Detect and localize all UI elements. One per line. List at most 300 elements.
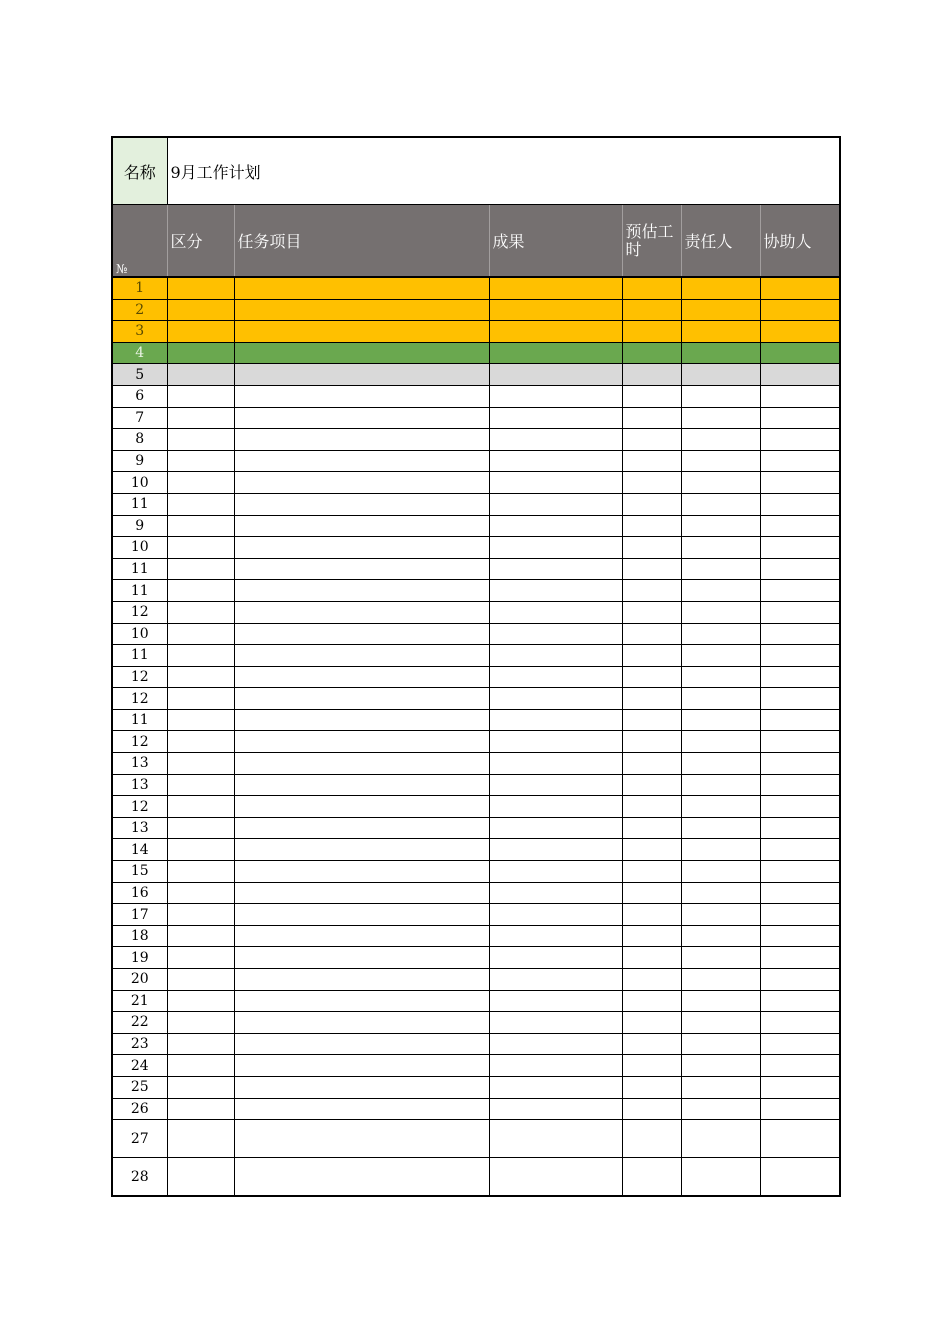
row-number: 5 <box>112 364 167 386</box>
task-cell[interactable] <box>234 429 489 451</box>
task-cell[interactable] <box>234 947 489 969</box>
table-row <box>112 472 840 494</box>
owner-cell[interactable] <box>681 385 760 407</box>
owner-cell[interactable] <box>681 580 760 602</box>
row-number: 15 <box>112 861 167 883</box>
task-cell[interactable] <box>234 861 489 883</box>
result-cell[interactable] <box>489 731 622 753</box>
category-cell[interactable] <box>167 1098 234 1120</box>
assistant-cell[interactable] <box>760 364 840 386</box>
table-row <box>112 753 840 775</box>
hours-cell[interactable] <box>622 861 681 883</box>
category-cell[interactable] <box>167 580 234 602</box>
hours-cell[interactable] <box>622 1055 681 1077</box>
owner-cell[interactable] <box>681 947 760 969</box>
assistant-cell[interactable] <box>760 493 840 515</box>
row-number: 27 <box>112 1120 167 1158</box>
row-number: 22 <box>112 1012 167 1034</box>
result-cell[interactable] <box>489 990 622 1012</box>
table-row <box>112 817 840 839</box>
hours-cell[interactable] <box>622 385 681 407</box>
hours-cell[interactable] <box>622 688 681 710</box>
task-cell[interactable] <box>234 1158 489 1197</box>
task-cell[interactable] <box>234 925 489 947</box>
owner-cell[interactable] <box>681 450 760 472</box>
hours-cell[interactable] <box>622 645 681 667</box>
result-cell[interactable] <box>489 817 622 839</box>
hours-cell[interactable] <box>622 450 681 472</box>
owner-cell[interactable] <box>681 731 760 753</box>
row-number: 8 <box>112 429 167 451</box>
assistant-cell[interactable] <box>760 753 840 775</box>
assistant-cell[interactable] <box>760 882 840 904</box>
task-cell[interactable] <box>234 753 489 775</box>
assistant-cell[interactable] <box>760 277 840 299</box>
assistant-cell[interactable] <box>760 796 840 818</box>
owner-cell[interactable] <box>681 1120 760 1158</box>
result-cell[interactable] <box>489 774 622 796</box>
task-cell[interactable] <box>234 839 489 861</box>
owner-cell[interactable] <box>681 1098 760 1120</box>
task-cell[interactable] <box>234 969 489 991</box>
result-cell[interactable] <box>489 753 622 775</box>
owner-cell[interactable] <box>681 277 760 299</box>
hours-cell[interactable] <box>622 904 681 926</box>
result-cell[interactable] <box>489 1158 622 1197</box>
category-cell[interactable] <box>167 558 234 580</box>
owner-cell[interactable] <box>681 1158 760 1197</box>
hours-cell[interactable] <box>622 882 681 904</box>
header-no: № <box>112 205 167 278</box>
assistant-cell[interactable] <box>760 1158 840 1197</box>
hours-cell[interactable] <box>622 342 681 364</box>
category-cell[interactable] <box>167 1033 234 1055</box>
result-cell[interactable] <box>489 537 622 559</box>
row-number: 19 <box>112 947 167 969</box>
result-cell[interactable] <box>489 1098 622 1120</box>
result-cell[interactable] <box>489 1120 622 1158</box>
hours-cell[interactable] <box>622 515 681 537</box>
hours-cell[interactable] <box>622 321 681 343</box>
hours-cell[interactable] <box>622 774 681 796</box>
owner-cell[interactable] <box>681 861 760 883</box>
task-cell[interactable] <box>234 882 489 904</box>
result-cell[interactable] <box>489 515 622 537</box>
hours-cell[interactable] <box>622 1098 681 1120</box>
task-cell[interactable] <box>234 342 489 364</box>
task-cell[interactable] <box>234 515 489 537</box>
assistant-cell[interactable] <box>760 645 840 667</box>
owner-cell[interactable] <box>681 493 760 515</box>
hours-cell[interactable] <box>622 969 681 991</box>
row-number: 7 <box>112 407 167 429</box>
owner-cell[interactable] <box>681 472 760 494</box>
hours-cell[interactable] <box>622 623 681 645</box>
assistant-cell[interactable] <box>760 1076 840 1098</box>
row-number: 12 <box>112 601 167 623</box>
hours-cell[interactable] <box>622 947 681 969</box>
category-cell[interactable] <box>167 688 234 710</box>
category-cell[interactable] <box>167 839 234 861</box>
assistant-cell[interactable] <box>760 580 840 602</box>
assistant-cell[interactable] <box>760 342 840 364</box>
task-cell[interactable] <box>234 623 489 645</box>
category-cell[interactable] <box>167 666 234 688</box>
owner-cell[interactable] <box>681 774 760 796</box>
hours-cell[interactable] <box>622 558 681 580</box>
result-cell[interactable] <box>489 558 622 580</box>
owner-cell[interactable] <box>681 1012 760 1034</box>
table-row <box>112 385 840 407</box>
assistant-cell[interactable] <box>760 839 840 861</box>
result-cell[interactable] <box>489 429 622 451</box>
result-cell[interactable] <box>489 969 622 991</box>
row-number: 10 <box>112 537 167 559</box>
row-number: 9 <box>112 515 167 537</box>
title-row <box>112 137 840 205</box>
hours-cell[interactable] <box>622 537 681 559</box>
hours-cell[interactable] <box>622 990 681 1012</box>
owner-cell[interactable] <box>681 882 760 904</box>
hours-cell[interactable] <box>622 364 681 386</box>
category-cell[interactable] <box>167 645 234 667</box>
owner-cell[interactable] <box>681 817 760 839</box>
result-cell[interactable] <box>489 450 622 472</box>
task-cell[interactable] <box>234 364 489 386</box>
hours-cell[interactable] <box>622 1120 681 1158</box>
table-row <box>112 1120 840 1158</box>
task-cell[interactable] <box>234 277 489 299</box>
table-row <box>112 299 840 321</box>
work-plan-table <box>111 136 841 1197</box>
table-row <box>112 364 840 386</box>
category-cell[interactable] <box>167 709 234 731</box>
result-cell[interactable] <box>489 1033 622 1055</box>
header-category: 区分 <box>167 205 234 278</box>
hours-cell[interactable] <box>622 277 681 299</box>
category-cell[interactable] <box>167 753 234 775</box>
result-cell[interactable] <box>489 299 622 321</box>
category-cell[interactable] <box>167 1120 234 1158</box>
owner-cell[interactable] <box>681 666 760 688</box>
owner-cell[interactable] <box>681 753 760 775</box>
task-cell[interactable] <box>234 990 489 1012</box>
assistant-cell[interactable] <box>760 990 840 1012</box>
category-cell[interactable] <box>167 321 234 343</box>
hours-cell[interactable] <box>622 429 681 451</box>
owner-cell[interactable] <box>681 407 760 429</box>
hours-cell[interactable] <box>622 839 681 861</box>
task-cell[interactable] <box>234 321 489 343</box>
hours-cell[interactable] <box>622 753 681 775</box>
task-cell[interactable] <box>234 385 489 407</box>
result-cell[interactable] <box>489 839 622 861</box>
result-cell[interactable] <box>489 709 622 731</box>
owner-cell[interactable] <box>681 969 760 991</box>
category-cell[interactable] <box>167 947 234 969</box>
category-cell[interactable] <box>167 817 234 839</box>
table-row <box>112 947 840 969</box>
table-row <box>112 1076 840 1098</box>
result-cell[interactable] <box>489 407 622 429</box>
owner-cell[interactable] <box>681 990 760 1012</box>
table-row <box>112 1158 840 1197</box>
category-cell[interactable] <box>167 774 234 796</box>
hours-cell[interactable] <box>622 601 681 623</box>
assistant-cell[interactable] <box>760 688 840 710</box>
hours-cell[interactable] <box>622 1158 681 1197</box>
category-cell[interactable] <box>167 904 234 926</box>
result-cell[interactable] <box>489 666 622 688</box>
category-cell[interactable] <box>167 1055 234 1077</box>
category-cell[interactable] <box>167 364 234 386</box>
category-cell[interactable] <box>167 969 234 991</box>
category-cell[interactable] <box>167 601 234 623</box>
result-cell[interactable] <box>489 796 622 818</box>
task-cell[interactable] <box>234 645 489 667</box>
category-cell[interactable] <box>167 299 234 321</box>
assistant-cell[interactable] <box>760 537 840 559</box>
result-cell[interactable] <box>489 1012 622 1034</box>
category-cell[interactable] <box>167 1158 234 1197</box>
result-cell[interactable] <box>489 688 622 710</box>
table-row <box>112 774 840 796</box>
task-cell[interactable] <box>234 407 489 429</box>
result-cell[interactable] <box>489 904 622 926</box>
hours-cell[interactable] <box>622 796 681 818</box>
table-row <box>112 796 840 818</box>
task-cell[interactable] <box>234 537 489 559</box>
hours-cell[interactable] <box>622 472 681 494</box>
owner-cell[interactable] <box>681 1076 760 1098</box>
owner-cell[interactable] <box>681 1033 760 1055</box>
row-number: 11 <box>112 558 167 580</box>
category-cell[interactable] <box>167 861 234 883</box>
result-cell[interactable] <box>489 493 622 515</box>
row-number: 18 <box>112 925 167 947</box>
assistant-cell[interactable] <box>760 904 840 926</box>
task-cell[interactable] <box>234 666 489 688</box>
row-number: 13 <box>112 817 167 839</box>
hours-cell[interactable] <box>622 731 681 753</box>
assistant-cell[interactable] <box>760 709 840 731</box>
assistant-cell[interactable] <box>760 1120 840 1158</box>
owner-cell[interactable] <box>681 925 760 947</box>
assistant-cell[interactable] <box>760 558 840 580</box>
hours-cell[interactable] <box>622 666 681 688</box>
assistant-cell[interactable] <box>760 1033 840 1055</box>
table-row <box>112 450 840 472</box>
category-cell[interactable] <box>167 515 234 537</box>
table-row <box>112 1012 840 1034</box>
title-value[interactable]: 9月工作计划 <box>167 137 840 205</box>
task-cell[interactable] <box>234 904 489 926</box>
result-cell[interactable] <box>489 882 622 904</box>
task-cell[interactable] <box>234 1120 489 1158</box>
assistant-cell[interactable] <box>760 969 840 991</box>
assistant-cell[interactable] <box>760 1012 840 1034</box>
result-cell[interactable] <box>489 342 622 364</box>
owner-cell[interactable] <box>681 558 760 580</box>
row-number: 28 <box>112 1158 167 1197</box>
assistant-cell[interactable] <box>760 299 840 321</box>
assistant-cell[interactable] <box>760 1055 840 1077</box>
table-row <box>112 429 840 451</box>
owner-cell[interactable] <box>681 1055 760 1077</box>
result-cell[interactable] <box>489 364 622 386</box>
result-cell[interactable] <box>489 947 622 969</box>
task-cell[interactable] <box>234 299 489 321</box>
hours-cell[interactable] <box>622 1033 681 1055</box>
row-number: 12 <box>112 688 167 710</box>
task-cell[interactable] <box>234 558 489 580</box>
category-cell[interactable] <box>167 537 234 559</box>
task-cell[interactable] <box>234 731 489 753</box>
owner-cell[interactable] <box>681 364 760 386</box>
owner-cell[interactable] <box>681 709 760 731</box>
hours-cell[interactable] <box>622 1012 681 1034</box>
category-cell[interactable] <box>167 731 234 753</box>
category-cell[interactable] <box>167 882 234 904</box>
table-row <box>112 882 840 904</box>
owner-cell[interactable] <box>681 796 760 818</box>
row-number: 1 <box>112 277 167 299</box>
category-cell[interactable] <box>167 450 234 472</box>
row-number: 11 <box>112 645 167 667</box>
hours-cell[interactable] <box>622 925 681 947</box>
result-cell[interactable] <box>489 580 622 602</box>
assistant-cell[interactable] <box>760 601 840 623</box>
assistant-cell[interactable] <box>760 666 840 688</box>
owner-cell[interactable] <box>681 321 760 343</box>
result-cell[interactable] <box>489 645 622 667</box>
result-cell[interactable] <box>489 472 622 494</box>
table-row <box>112 580 840 602</box>
row-number: 6 <box>112 385 167 407</box>
category-cell[interactable] <box>167 990 234 1012</box>
task-cell[interactable] <box>234 472 489 494</box>
assistant-cell[interactable] <box>760 623 840 645</box>
category-cell[interactable] <box>167 407 234 429</box>
assistant-cell[interactable] <box>760 429 840 451</box>
result-cell[interactable] <box>489 1076 622 1098</box>
category-cell[interactable] <box>167 342 234 364</box>
owner-cell[interactable] <box>681 688 760 710</box>
task-cell[interactable] <box>234 1076 489 1098</box>
assistant-cell[interactable] <box>760 472 840 494</box>
row-number: 16 <box>112 882 167 904</box>
assistant-cell[interactable] <box>760 817 840 839</box>
table-row <box>112 601 840 623</box>
task-cell[interactable] <box>234 1098 489 1120</box>
table-row <box>112 277 840 299</box>
hours-cell[interactable] <box>622 1076 681 1098</box>
table-row <box>112 1055 840 1077</box>
row-number: 12 <box>112 666 167 688</box>
category-cell[interactable] <box>167 277 234 299</box>
category-cell[interactable] <box>167 1012 234 1034</box>
task-cell[interactable] <box>234 817 489 839</box>
result-cell[interactable] <box>489 601 622 623</box>
owner-cell[interactable] <box>681 839 760 861</box>
result-cell[interactable] <box>489 925 622 947</box>
task-cell[interactable] <box>234 774 489 796</box>
assistant-cell[interactable] <box>760 385 840 407</box>
owner-cell[interactable] <box>681 429 760 451</box>
task-cell[interactable] <box>234 450 489 472</box>
table-row <box>112 537 840 559</box>
table-row <box>112 321 840 343</box>
category-cell[interactable] <box>167 623 234 645</box>
result-cell[interactable] <box>489 277 622 299</box>
category-cell[interactable] <box>167 385 234 407</box>
assistant-cell[interactable] <box>760 861 840 883</box>
hours-cell[interactable] <box>622 299 681 321</box>
owner-cell[interactable] <box>681 601 760 623</box>
category-cell[interactable] <box>167 429 234 451</box>
result-cell[interactable] <box>489 385 622 407</box>
owner-cell[interactable] <box>681 515 760 537</box>
owner-cell[interactable] <box>681 537 760 559</box>
task-cell[interactable] <box>234 709 489 731</box>
task-cell[interactable] <box>234 601 489 623</box>
category-cell[interactable] <box>167 796 234 818</box>
owner-cell[interactable] <box>681 342 760 364</box>
row-number: 25 <box>112 1076 167 1098</box>
category-cell[interactable] <box>167 1076 234 1098</box>
assistant-cell[interactable] <box>760 925 840 947</box>
hours-cell[interactable] <box>622 493 681 515</box>
assistant-cell[interactable] <box>760 515 840 537</box>
task-cell[interactable] <box>234 580 489 602</box>
task-cell[interactable] <box>234 1012 489 1034</box>
owner-cell[interactable] <box>681 645 760 667</box>
owner-cell[interactable] <box>681 299 760 321</box>
result-cell[interactable] <box>489 623 622 645</box>
assistant-cell[interactable] <box>760 1098 840 1120</box>
task-cell[interactable] <box>234 493 489 515</box>
category-cell[interactable] <box>167 925 234 947</box>
hours-cell[interactable] <box>622 580 681 602</box>
owner-cell[interactable] <box>681 904 760 926</box>
category-cell[interactable] <box>167 472 234 494</box>
assistant-cell[interactable] <box>760 774 840 796</box>
result-cell[interactable] <box>489 1055 622 1077</box>
assistant-cell[interactable] <box>760 407 840 429</box>
task-cell[interactable] <box>234 1033 489 1055</box>
task-cell[interactable] <box>234 688 489 710</box>
assistant-cell[interactable] <box>760 947 840 969</box>
result-cell[interactable] <box>489 321 622 343</box>
owner-cell[interactable] <box>681 623 760 645</box>
assistant-cell[interactable] <box>760 731 840 753</box>
hours-cell[interactable] <box>622 407 681 429</box>
category-cell[interactable] <box>167 493 234 515</box>
assistant-cell[interactable] <box>760 321 840 343</box>
task-cell[interactable] <box>234 1055 489 1077</box>
row-number: 13 <box>112 753 167 775</box>
row-number: 9 <box>112 450 167 472</box>
header-task: 任务项目 <box>234 205 489 278</box>
hours-cell[interactable] <box>622 817 681 839</box>
row-number: 11 <box>112 709 167 731</box>
hours-cell[interactable] <box>622 709 681 731</box>
task-cell[interactable] <box>234 796 489 818</box>
assistant-cell[interactable] <box>760 450 840 472</box>
row-number: 23 <box>112 1033 167 1055</box>
header-assistant: 协助人 <box>760 205 840 278</box>
result-cell[interactable] <box>489 861 622 883</box>
